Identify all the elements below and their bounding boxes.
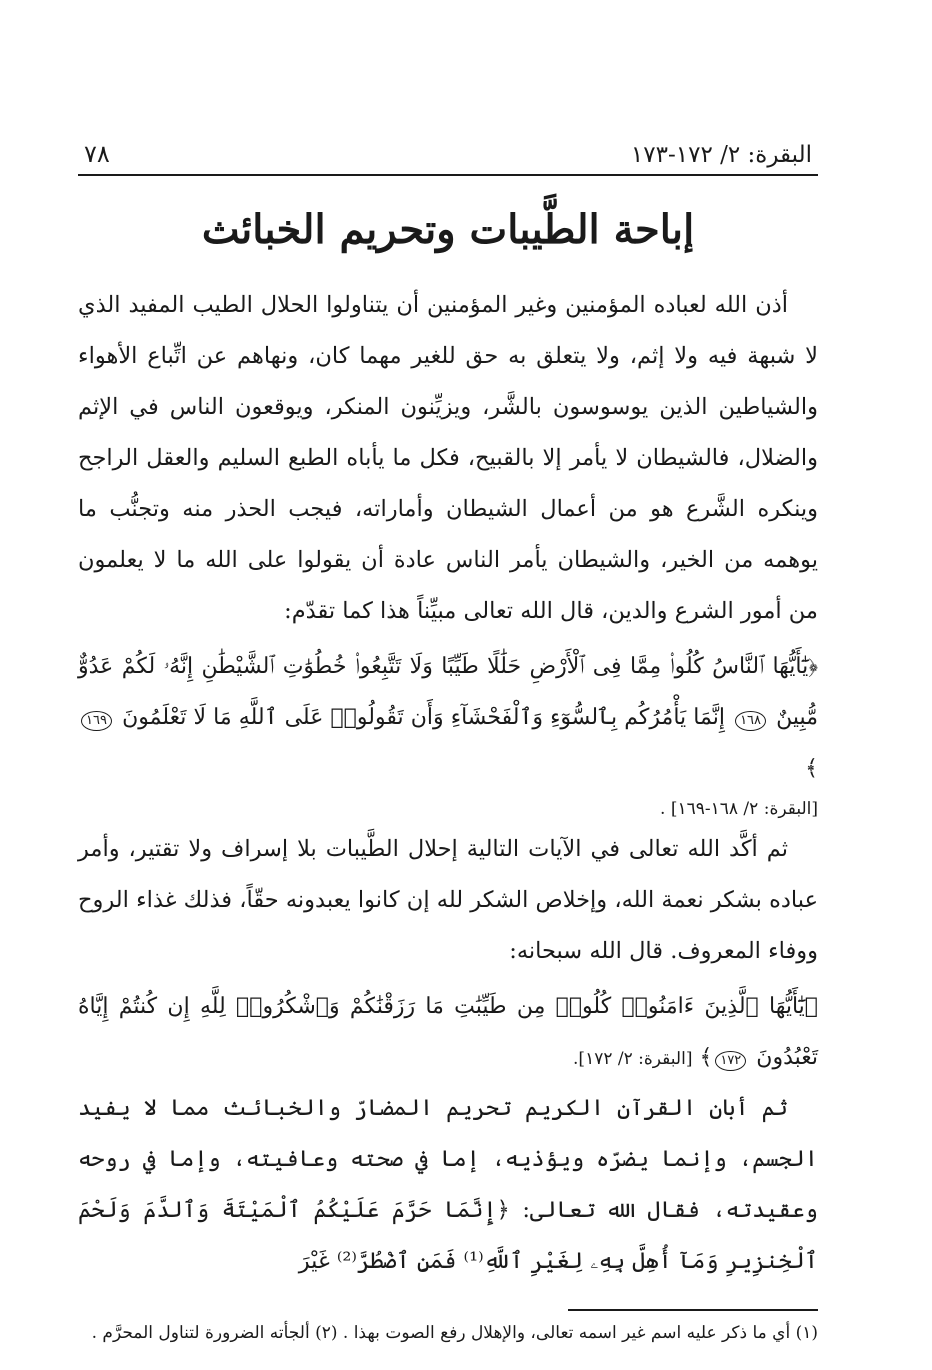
ayah-number-marker: ١٦٩ [81, 711, 112, 731]
paragraph-2: ثم أكَّد الله تعالى في الآيات التالية إحلال الطَّيبات بلا إسراف ولا تقتير، وأمر عباده بشكر نعمة الله، وإخلاص الشكر لله إن كانوا يعبدونه حقّاً، فذلك غذاء الروح ووفاء المعروف. قال الله سبحانه: [78, 836, 818, 964]
quran-reference-2: [البقرة: ٢/ ١٧٢]. [573, 1049, 693, 1069]
quran-close-bracket: ﴾ [805, 756, 818, 781]
quran-verse-1-text-a: ﴿يَٰٓأَيُّهَا ٱلنَّاسُ كُلُوا۟ مِمَّا فِى ٱلْأَرْضِ حَلَٰلًا طَيِّبًا وَلَا تَتَّبِعُوا۟ خُطُوَٰتِ ٱلشَّيْطَٰنِ إِنَّهُۥ لَكُمْ عَدُوٌّ مُّبِينٌ [78, 654, 818, 730]
footnote-divider [568, 1309, 818, 1311]
section-title: إباحة الطَّيبات وتحريم الخبائث [201, 206, 695, 253]
paragraph-3: ثم أبان القرآن الكريم تحريم المضارّ والخبائث مما لا يفيد الجسم، وإنما يضرّه ويؤذيه، إما في صحته وعافيته، وإما في روحه وعقيدته، فقال الله تعالى: ﴿إِنَّمَا حَرَّمَ عَلَيْكُمُ ٱلْمَيْتَةَ وَٱلدَّمَ وَلَحْمَ ٱلْخِنزِيرِ وَمَآ أُهِلَّ بِهِۦ لِغَيْرِ ٱللَّهِ⁽¹⁾ فَمَنِ ٱضْطُرَّ⁽²⁾ غَيْرَ [78, 1095, 818, 1274]
quran-verse-2 [78, 981, 818, 1083]
quran-reference-1: [البقرة: ٢/ ١٦٨-١٦٩] . [660, 799, 818, 819]
quran-close-bracket: ﴾ [699, 1045, 713, 1070]
quran-verse-1 [78, 641, 818, 794]
running-header [78, 140, 818, 176]
ayah-number-marker: ١٧٢ [715, 1051, 746, 1071]
paragraph-1: أذن الله لعباده المؤمنين وغير المؤمنين أن يتناولوا الحلال الطيب المفيد الذي لا شبهة فيه ولا إثم، ولا يتعلق به حق للغير مهما كان، ونهاهم عن اتِّباع الأهواء والشياطين الذين يوسوسون بالشَّر، ويزيِّنون المنكر، ويوقعون الناس في الإثم والضلال، فالشيطان لا يأمر إلا بالقبيح، فكل ما يأباه الطبع السليم والعقل الراجح وينكره الشَّرع هو من أعمال الشيطان وأماراته، فيجب الحذر منه وتجنُّب ما يوهمه من الخير، والشيطان يأمر الناس عادة أن يقولوا على الله ما لا يعلمون من أمور الشرع والدين، قال الله تعالى مبيِّناً هذا كما تقدّم: [78, 292, 818, 624]
page-number: ٧٨ [84, 140, 110, 168]
book-page [78, 140, 818, 1347]
footnotes: (١) أي ما ذكر عليه اسم غير اسمه تعالى، والإهلال رفع الصوت بهذا . (٢) ألجأته الضرورة لتناول المحرَّم . [91, 1323, 818, 1343]
running-title: البقرة: ٢/ ١٧٢-١٧٣ [630, 142, 812, 168]
ayah-number-marker: ١٦٨ [735, 711, 766, 731]
quran-verse-2-text: ﴿يَٰٓأَيُّهَا ٱلَّذِينَ ءَامَنُوا۟ كُلُوا۟ مِن طَيِّبَٰتِ مَا رَزَقْنَٰكُمْ وَٱشْكُرُوا۟ لِلَّهِ إِن كُنتُمْ إِيَّاهُ تَعْبُدُونَ [78, 994, 818, 1070]
quran-verse-1-text-b: إِنَّمَا يَأْمُرُكُم بِٱلسُّوٓءِ وَٱلْفَحْشَآءِ وَأَن تَقُولُوا۟ عَلَى ٱللَّهِ مَا لَا تَعْلَمُونَ [122, 705, 725, 730]
